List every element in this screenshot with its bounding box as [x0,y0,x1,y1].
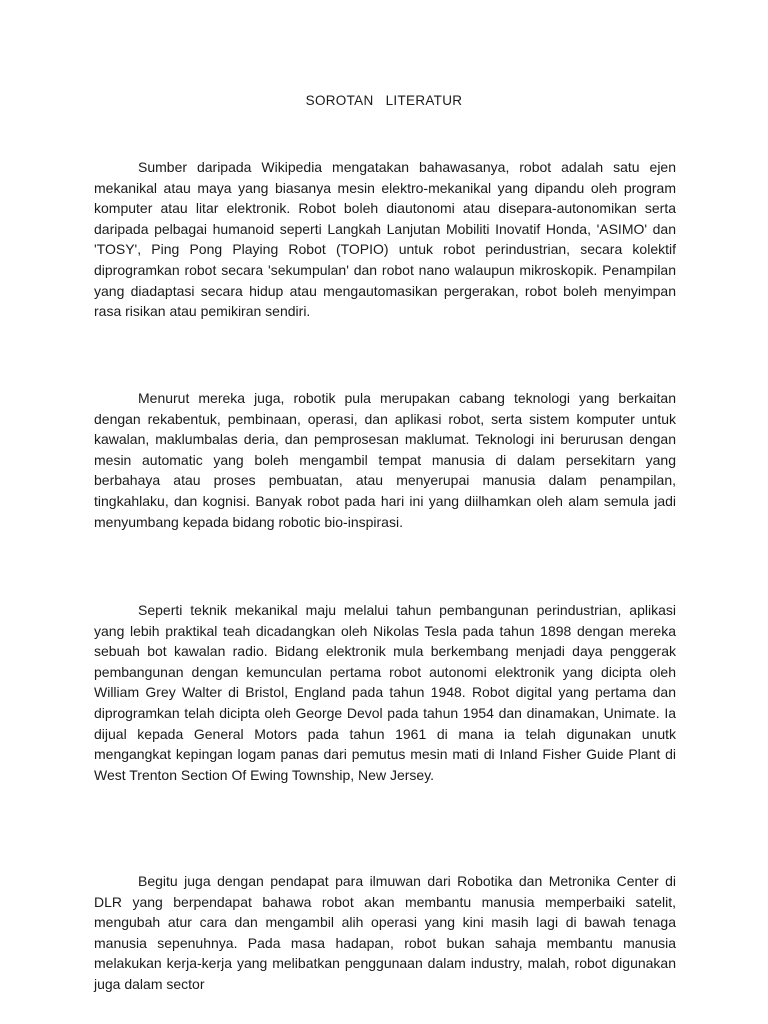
paragraph-robotics-branch: Menurut mereka juga, robotik pula merupakan cabang teknologi yang berkaitan dengan rekabentuk, pembinaan, operasi, dan aplikasi robot, serta sistem komputer untuk kawalan, maklumbalas deria, dan pemprosesan maklumat. Teknologi ini berurusan dengan mesin automatic yang boleh mengambil tempat manusia di dalam persekitarn yang berbahaya atau proses pembuatan, atau menyerupai manusia dalam penampilan, tingkahlaku, dan kognisi. Banyak robot pada hari ini yang diilhamkan oleh alam semula jadi menyumbang kepada bidang robotic bio-inspirasi. [94,390,676,530]
page-title: SOROTAN LITERATUR [305,93,463,108]
paragraph-dlr-opinion: Begitu juga dengan pendapat para ilmuwan dari Robotika dan Metronika Center di DLR yang berpendapat bahawa robot akan membantu manusia memperbaiki satelit, mengubah atur cara dan mengambil alih operasi yang kini masih lagi di bawah tenaga manusia sepenuhnya. Pada masa hadapan, robot bukan sahaja membantu manusia melakukan kerja-kerja yang melibatkan penggunaan dalam industry, malah, robot digunakan juga dalam sector [94,873,676,992]
paragraph-robot-history: Seperti teknik mekanikal maju melalui tahun pembangunan perindustrian, aplikasi yang lebih praktikal teah dicadangkan oleh Nikolas Tesla pada tahun 1898 dengan mereka sebuah bot kawalan radio. Bidang elektronik mula berkembang menjadi daya penggerak pembangunan dengan kemunculan pertama robot autonomi elektronik yang dicipta oleh William Grey Walter di Bristol, England pada tahun 1948. Robot digital yang pertama dan diprogramkan telah dicipta oleh George Devol pada tahun 1954 dan dinamakan, Unimate. Ia dijual kepada General Motors pada tahun 1961 di mana ia telah digunakan unutk mengangkat kepingan logam panas dari pemutus mesin mati di Inland Fisher Guide Plant di West Trenton Section Of Ewing Township, New Jersey. [94,602,676,783]
paragraph-wikipedia-definition: Sumber daripada Wikipedia mengatakan bahawasanya, robot adalah satu ejen mekanikal atau maya yang biasanya mesin elektro-mekanikal yang dipandu oleh program komputer atau litar elektronik. Robot boleh diautonomi atau disepara-autonomikan serta daripada pelbagai humanoid seperti Langkah Lanjutan Mobiliti Inovatif Honda, 'ASIMO' dan 'TOSY', Ping Pong Playing Robot (TOPIO) untuk robot perindustrian, secara kolektif diprogramkan robot secara 'sekumpulan' dan robot nano walaupun mikroskopik. Penampilan yang diadaptasi secara hidup atau mengautomasikan pergerakan, robot boleh menyimpan rasa risikan atau pemikiran sendiri. [94,159,676,320]
